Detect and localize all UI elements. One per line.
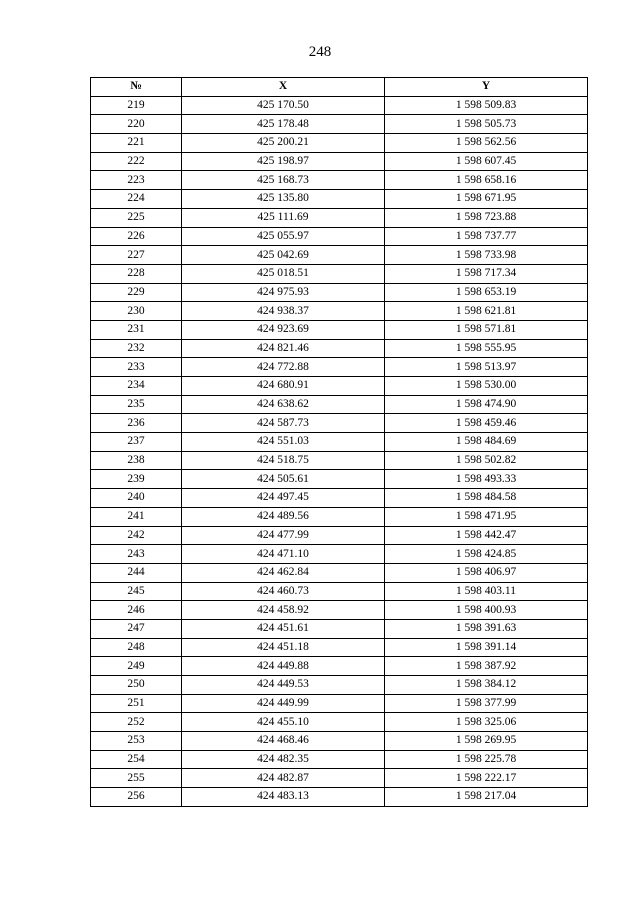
cell-y: 1 598 671.95 — [385, 190, 588, 209]
cell-y: 1 598 555.95 — [385, 339, 588, 358]
cell-y: 1 598 384.12 — [385, 676, 588, 695]
cell-y: 1 598 400.93 — [385, 601, 588, 620]
cell-y: 1 598 502.82 — [385, 451, 588, 470]
cell-x: 425 198.97 — [182, 152, 385, 171]
cell-y: 1 598 653.19 — [385, 283, 588, 302]
cell-y: 1 598 325.06 — [385, 713, 588, 732]
header-y: Y — [385, 78, 588, 97]
table-row — [91, 414, 588, 433]
cell-y: 1 598 217.04 — [385, 788, 588, 807]
cell-x: 424 460.73 — [182, 582, 385, 601]
cell-x: 424 497.45 — [182, 489, 385, 508]
cell-number: 238 — [91, 451, 182, 470]
cell-y: 1 598 530.00 — [385, 377, 588, 396]
table-row — [91, 339, 588, 358]
cell-number: 253 — [91, 732, 182, 751]
cell-x: 424 482.35 — [182, 750, 385, 769]
table-row — [91, 563, 588, 582]
cell-number: 229 — [91, 283, 182, 302]
table-row — [91, 320, 588, 339]
table-row — [91, 619, 588, 638]
table-row — [91, 395, 588, 414]
cell-y: 1 598 723.88 — [385, 208, 588, 227]
cell-x: 424 455.10 — [182, 713, 385, 732]
cell-x: 424 680.91 — [182, 377, 385, 396]
cell-x: 425 178.48 — [182, 115, 385, 134]
cell-y: 1 598 459.46 — [385, 414, 588, 433]
cell-x: 424 975.93 — [182, 283, 385, 302]
cell-y: 1 598 621.81 — [385, 302, 588, 321]
cell-y: 1 598 377.99 — [385, 694, 588, 713]
table-row — [91, 208, 588, 227]
cell-y: 1 598 269.95 — [385, 732, 588, 751]
cell-number: 236 — [91, 414, 182, 433]
cell-x: 424 821.46 — [182, 339, 385, 358]
cell-x: 425 018.51 — [182, 264, 385, 283]
cell-number: 230 — [91, 302, 182, 321]
cell-x: 424 518.75 — [182, 451, 385, 470]
table-row — [91, 507, 588, 526]
cell-y: 1 598 403.11 — [385, 582, 588, 601]
table-row — [91, 489, 588, 508]
cell-number: 250 — [91, 676, 182, 695]
table-row — [91, 283, 588, 302]
cell-y: 1 598 509.83 — [385, 96, 588, 115]
cell-x: 424 451.18 — [182, 638, 385, 657]
table-row — [91, 264, 588, 283]
cell-x: 424 483.13 — [182, 788, 385, 807]
cell-x: 424 938.37 — [182, 302, 385, 321]
cell-number: 240 — [91, 489, 182, 508]
cell-y: 1 598 387.92 — [385, 657, 588, 676]
cell-number: 247 — [91, 619, 182, 638]
table-row — [91, 152, 588, 171]
table-header-row — [91, 78, 588, 97]
cell-y: 1 598 505.73 — [385, 115, 588, 134]
cell-x: 424 587.73 — [182, 414, 385, 433]
table-row — [91, 732, 588, 751]
table-row — [91, 246, 588, 265]
table-row — [91, 750, 588, 769]
cell-x: 425 111.69 — [182, 208, 385, 227]
cell-number: 248 — [91, 638, 182, 657]
table-row — [91, 470, 588, 489]
cell-number: 246 — [91, 601, 182, 620]
coordinates-table — [90, 77, 588, 807]
cell-number: 228 — [91, 264, 182, 283]
cell-x: 424 482.87 — [182, 769, 385, 788]
table-row — [91, 227, 588, 246]
cell-y: 1 598 571.81 — [385, 320, 588, 339]
cell-y: 1 598 391.14 — [385, 638, 588, 657]
table-row — [91, 713, 588, 732]
cell-number: 220 — [91, 115, 182, 134]
header-x: X — [182, 78, 385, 97]
cell-y: 1 598 733.98 — [385, 246, 588, 265]
header-number: № — [91, 78, 182, 97]
cell-y: 1 598 717.34 — [385, 264, 588, 283]
cell-y: 1 598 391.63 — [385, 619, 588, 638]
cell-y: 1 598 737.77 — [385, 227, 588, 246]
table-row — [91, 601, 588, 620]
table-row — [91, 788, 588, 807]
cell-y: 1 598 471.95 — [385, 507, 588, 526]
cell-x: 424 471.10 — [182, 545, 385, 564]
cell-x: 424 489.56 — [182, 507, 385, 526]
table-row — [91, 134, 588, 153]
cell-x: 425 135.80 — [182, 190, 385, 209]
cell-x: 424 449.99 — [182, 694, 385, 713]
table-row — [91, 526, 588, 545]
cell-number: 243 — [91, 545, 182, 564]
cell-y: 1 598 406.97 — [385, 563, 588, 582]
table-row — [91, 582, 588, 601]
cell-x: 424 462.84 — [182, 563, 385, 582]
cell-y: 1 598 658.16 — [385, 171, 588, 190]
cell-number: 255 — [91, 769, 182, 788]
cell-y: 1 598 474.90 — [385, 395, 588, 414]
cell-number: 221 — [91, 134, 182, 153]
table-row — [91, 171, 588, 190]
table-row — [91, 96, 588, 115]
cell-number: 254 — [91, 750, 182, 769]
cell-number: 222 — [91, 152, 182, 171]
cell-x: 424 638.62 — [182, 395, 385, 414]
table-row — [91, 190, 588, 209]
table-header — [91, 78, 588, 97]
cell-x: 424 451.61 — [182, 619, 385, 638]
table-row — [91, 676, 588, 695]
cell-number: 251 — [91, 694, 182, 713]
cell-x: 424 458.92 — [182, 601, 385, 620]
cell-x: 425 170.50 — [182, 96, 385, 115]
cell-number: 249 — [91, 657, 182, 676]
cell-number: 252 — [91, 713, 182, 732]
cell-x: 424 449.88 — [182, 657, 385, 676]
cell-number: 233 — [91, 358, 182, 377]
cell-y: 1 598 513.97 — [385, 358, 588, 377]
cell-y: 1 598 424.85 — [385, 545, 588, 564]
cell-y: 1 598 484.69 — [385, 433, 588, 452]
cell-x: 424 923.69 — [182, 320, 385, 339]
page-number: 248 — [308, 44, 332, 60]
cell-x: 424 505.61 — [182, 470, 385, 489]
cell-x: 425 055.97 — [182, 227, 385, 246]
cell-number: 224 — [91, 190, 182, 209]
cell-y: 1 598 222.17 — [385, 769, 588, 788]
cell-y: 1 598 607.45 — [385, 152, 588, 171]
cell-number: 242 — [91, 526, 182, 545]
cell-x: 424 468.46 — [182, 732, 385, 751]
cell-x: 425 168.73 — [182, 171, 385, 190]
cell-number: 223 — [91, 171, 182, 190]
cell-number: 232 — [91, 339, 182, 358]
cell-x: 425 042.69 — [182, 246, 385, 265]
cell-number: 241 — [91, 507, 182, 526]
table-row — [91, 638, 588, 657]
table-row — [91, 769, 588, 788]
table-row — [91, 302, 588, 321]
cell-x: 424 477.99 — [182, 526, 385, 545]
table-row — [91, 657, 588, 676]
cell-y: 1 598 442.47 — [385, 526, 588, 545]
cell-x: 424 772.88 — [182, 358, 385, 377]
cell-x: 424 449.53 — [182, 676, 385, 695]
cell-number: 256 — [91, 788, 182, 807]
cell-y: 1 598 562.56 — [385, 134, 588, 153]
cell-number: 235 — [91, 395, 182, 414]
cell-number: 219 — [91, 96, 182, 115]
cell-y: 1 598 225.78 — [385, 750, 588, 769]
cell-number: 226 — [91, 227, 182, 246]
cell-x: 424 551.03 — [182, 433, 385, 452]
cell-number: 234 — [91, 377, 182, 396]
cell-number: 239 — [91, 470, 182, 489]
table-row — [91, 358, 588, 377]
table-row — [91, 451, 588, 470]
cell-number: 227 — [91, 246, 182, 265]
cell-number: 245 — [91, 582, 182, 601]
cell-x: 425 200.21 — [182, 134, 385, 153]
table-row — [91, 694, 588, 713]
cell-y: 1 598 484.58 — [385, 489, 588, 508]
table-body — [91, 96, 588, 806]
cell-y: 1 598 493.33 — [385, 470, 588, 489]
table-row — [91, 377, 588, 396]
cell-number: 225 — [91, 208, 182, 227]
table-row — [91, 433, 588, 452]
table-row — [91, 545, 588, 564]
cell-number: 244 — [91, 563, 182, 582]
table-row — [91, 115, 588, 134]
cell-number: 237 — [91, 433, 182, 452]
cell-number: 231 — [91, 320, 182, 339]
